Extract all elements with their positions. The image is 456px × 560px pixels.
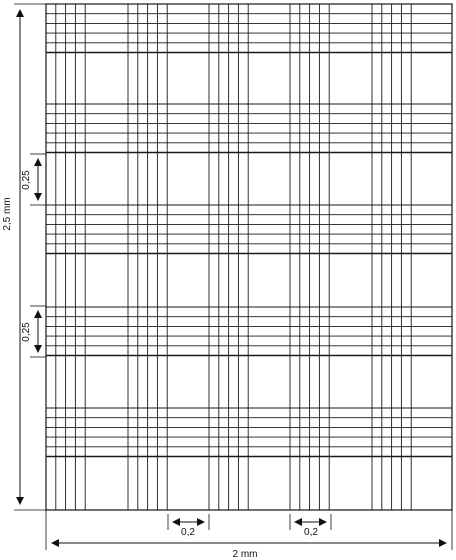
col-spacing-label-left: 0,2 xyxy=(181,527,195,538)
col-spacing-label-right: 0,2 xyxy=(304,527,318,538)
height-dimension xyxy=(2,4,46,510)
row-spacing-label-upper: 0,25 xyxy=(21,170,32,190)
row-spacing-dimension-lower xyxy=(21,306,46,357)
total-width-label: 2 mm xyxy=(232,549,258,560)
grid-frame xyxy=(46,4,452,510)
row-spacing-dimension-upper xyxy=(21,154,46,205)
col-spacing-dimension-left xyxy=(168,514,209,538)
horizontal-lines xyxy=(46,4,452,457)
col-spacing-dimension-right xyxy=(290,514,331,538)
vertical-lines xyxy=(46,4,411,510)
width-dimension xyxy=(46,510,452,560)
total-height-label: 2,5 mm xyxy=(2,197,13,231)
row-spacing-label-lower: 0,25 xyxy=(21,322,32,342)
